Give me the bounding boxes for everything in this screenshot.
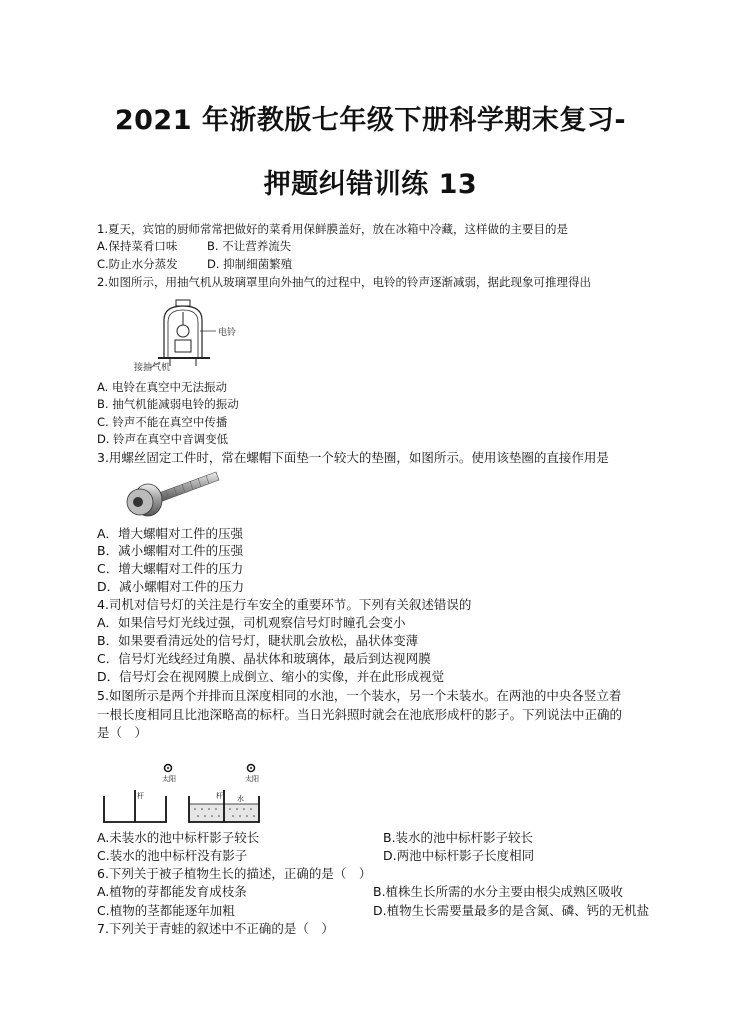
page-title-line2: 押题纠错训练 13	[263, 169, 478, 200]
q1-option-a: A.保持菜肴口味	[97, 239, 178, 253]
bell-label: 电铃	[218, 328, 237, 338]
q5-stem-line3: 是（ ）	[97, 725, 148, 740]
q7-stem: 7.下列关于青蛙的叙述中不正确的是（ ）	[97, 921, 334, 936]
q6-option-d: D.植物生长需要量最多的是含氮、磷、钙的无机盐	[373, 903, 650, 918]
q3-option-b: B．减小螺帽对工件的压强	[97, 543, 244, 558]
pole-label-left: 杆	[137, 792, 144, 800]
q1-stem: 1.夏天，宾馆的厨师常常把做好的菜肴用保鲜膜盖好，放在冰箱中冷藏，这样做的主要目的是	[97, 222, 568, 236]
q3-stem: 3.用螺丝固定工件时，常在螺帽下面垫一个较大的垫圈，如图所示。使用该垫圈的直接作用是	[97, 450, 609, 465]
q3-option-a: A．增大螺帽对工件的压强	[97, 526, 244, 541]
q4-option-b: B．如果要看清远处的信号灯，睫状肌会放松，晶状体变薄	[97, 633, 419, 648]
q6-option-b: B.植株生长所需的水分主要由根尖成熟区吸收	[373, 884, 624, 899]
q4-option-c: C．信号灯光线经过角膜、晶状体和玻璃体，最后到达视网膜	[97, 651, 431, 666]
q5-option-a: A.未装水的池中标杆影子较长	[97, 830, 260, 845]
bolt-washer-figure	[122, 468, 222, 520]
q5-option-b: B.装水的池中标杆影子较长	[383, 830, 534, 845]
q3-option-c: C．增大螺帽对工件的压力	[97, 561, 244, 576]
sun-label-left: 太阳	[162, 775, 176, 783]
q3-option-d: D．减小螺帽对工件的压力	[97, 579, 245, 594]
q1-option-b: B. 不让营养流失	[207, 239, 292, 253]
q5-stem-line2: 一根长度相同且比池深略高的标杆。当日光斜照时就会在池底形成杆的影子。下列说法中正确的	[97, 707, 623, 722]
q2-stem: 2.如图所示，用抽气机从玻璃罩里向外抽气的过程中，电铃的铃声逐渐减弱，据此现象可推理得出	[97, 275, 591, 289]
sun-label-right: 太阳	[245, 775, 259, 783]
q2-option-d: D. 铃声在真空中音调变低	[97, 432, 229, 446]
q1-option-c: C.防止水分蒸发	[97, 257, 178, 271]
q2-option-b: B. 抽气机能减弱电铃的振动	[97, 397, 239, 411]
q5-stem-line1: 5.如图所示是两个并排而且深度相同的水池，一个装水，另一个未装水。在两池的中央各竖立着	[97, 688, 622, 703]
q4-stem: 4.司机对信号灯的关注是行车安全的重要环节。下列有关叙述错误的	[97, 597, 472, 612]
q6-option-c: C.植物的茎都能逐年加粗	[97, 903, 235, 918]
pump-label: 接抽气机	[134, 363, 171, 373]
water-label: 水	[237, 795, 244, 803]
q1-option-d: D. 抑制细菌繁殖	[207, 257, 293, 271]
q5-option-c: C.装水的池中标杆没有影子	[97, 848, 248, 863]
q4-option-d: D．信号灯会在视网膜上成倒立、缩小的实像，并在此形成视觉	[97, 669, 445, 684]
q6-option-a: A.植物的芽都能发育成枝条	[97, 884, 247, 899]
pole-label-right: 杆	[216, 792, 223, 800]
bell-jar-figure	[130, 298, 250, 374]
q2-option-a: A. 电铃在真空中无法振动	[97, 380, 227, 394]
pools-figure	[98, 762, 268, 828]
page-title-line1: 2021 年浙教版七年级下册科学期末复习-	[114, 105, 627, 136]
q4-option-a: A．如果信号灯光线过强，司机观察信号灯时瞳孔会变小	[97, 615, 406, 630]
q2-option-c: C. 铃声不能在真空中传播	[97, 415, 228, 429]
q6-stem: 6.下列关于被子植物生长的描述，正确的是（ ）	[97, 866, 372, 881]
q5-option-d: D.两池中标杆影子长度相同	[383, 848, 535, 863]
